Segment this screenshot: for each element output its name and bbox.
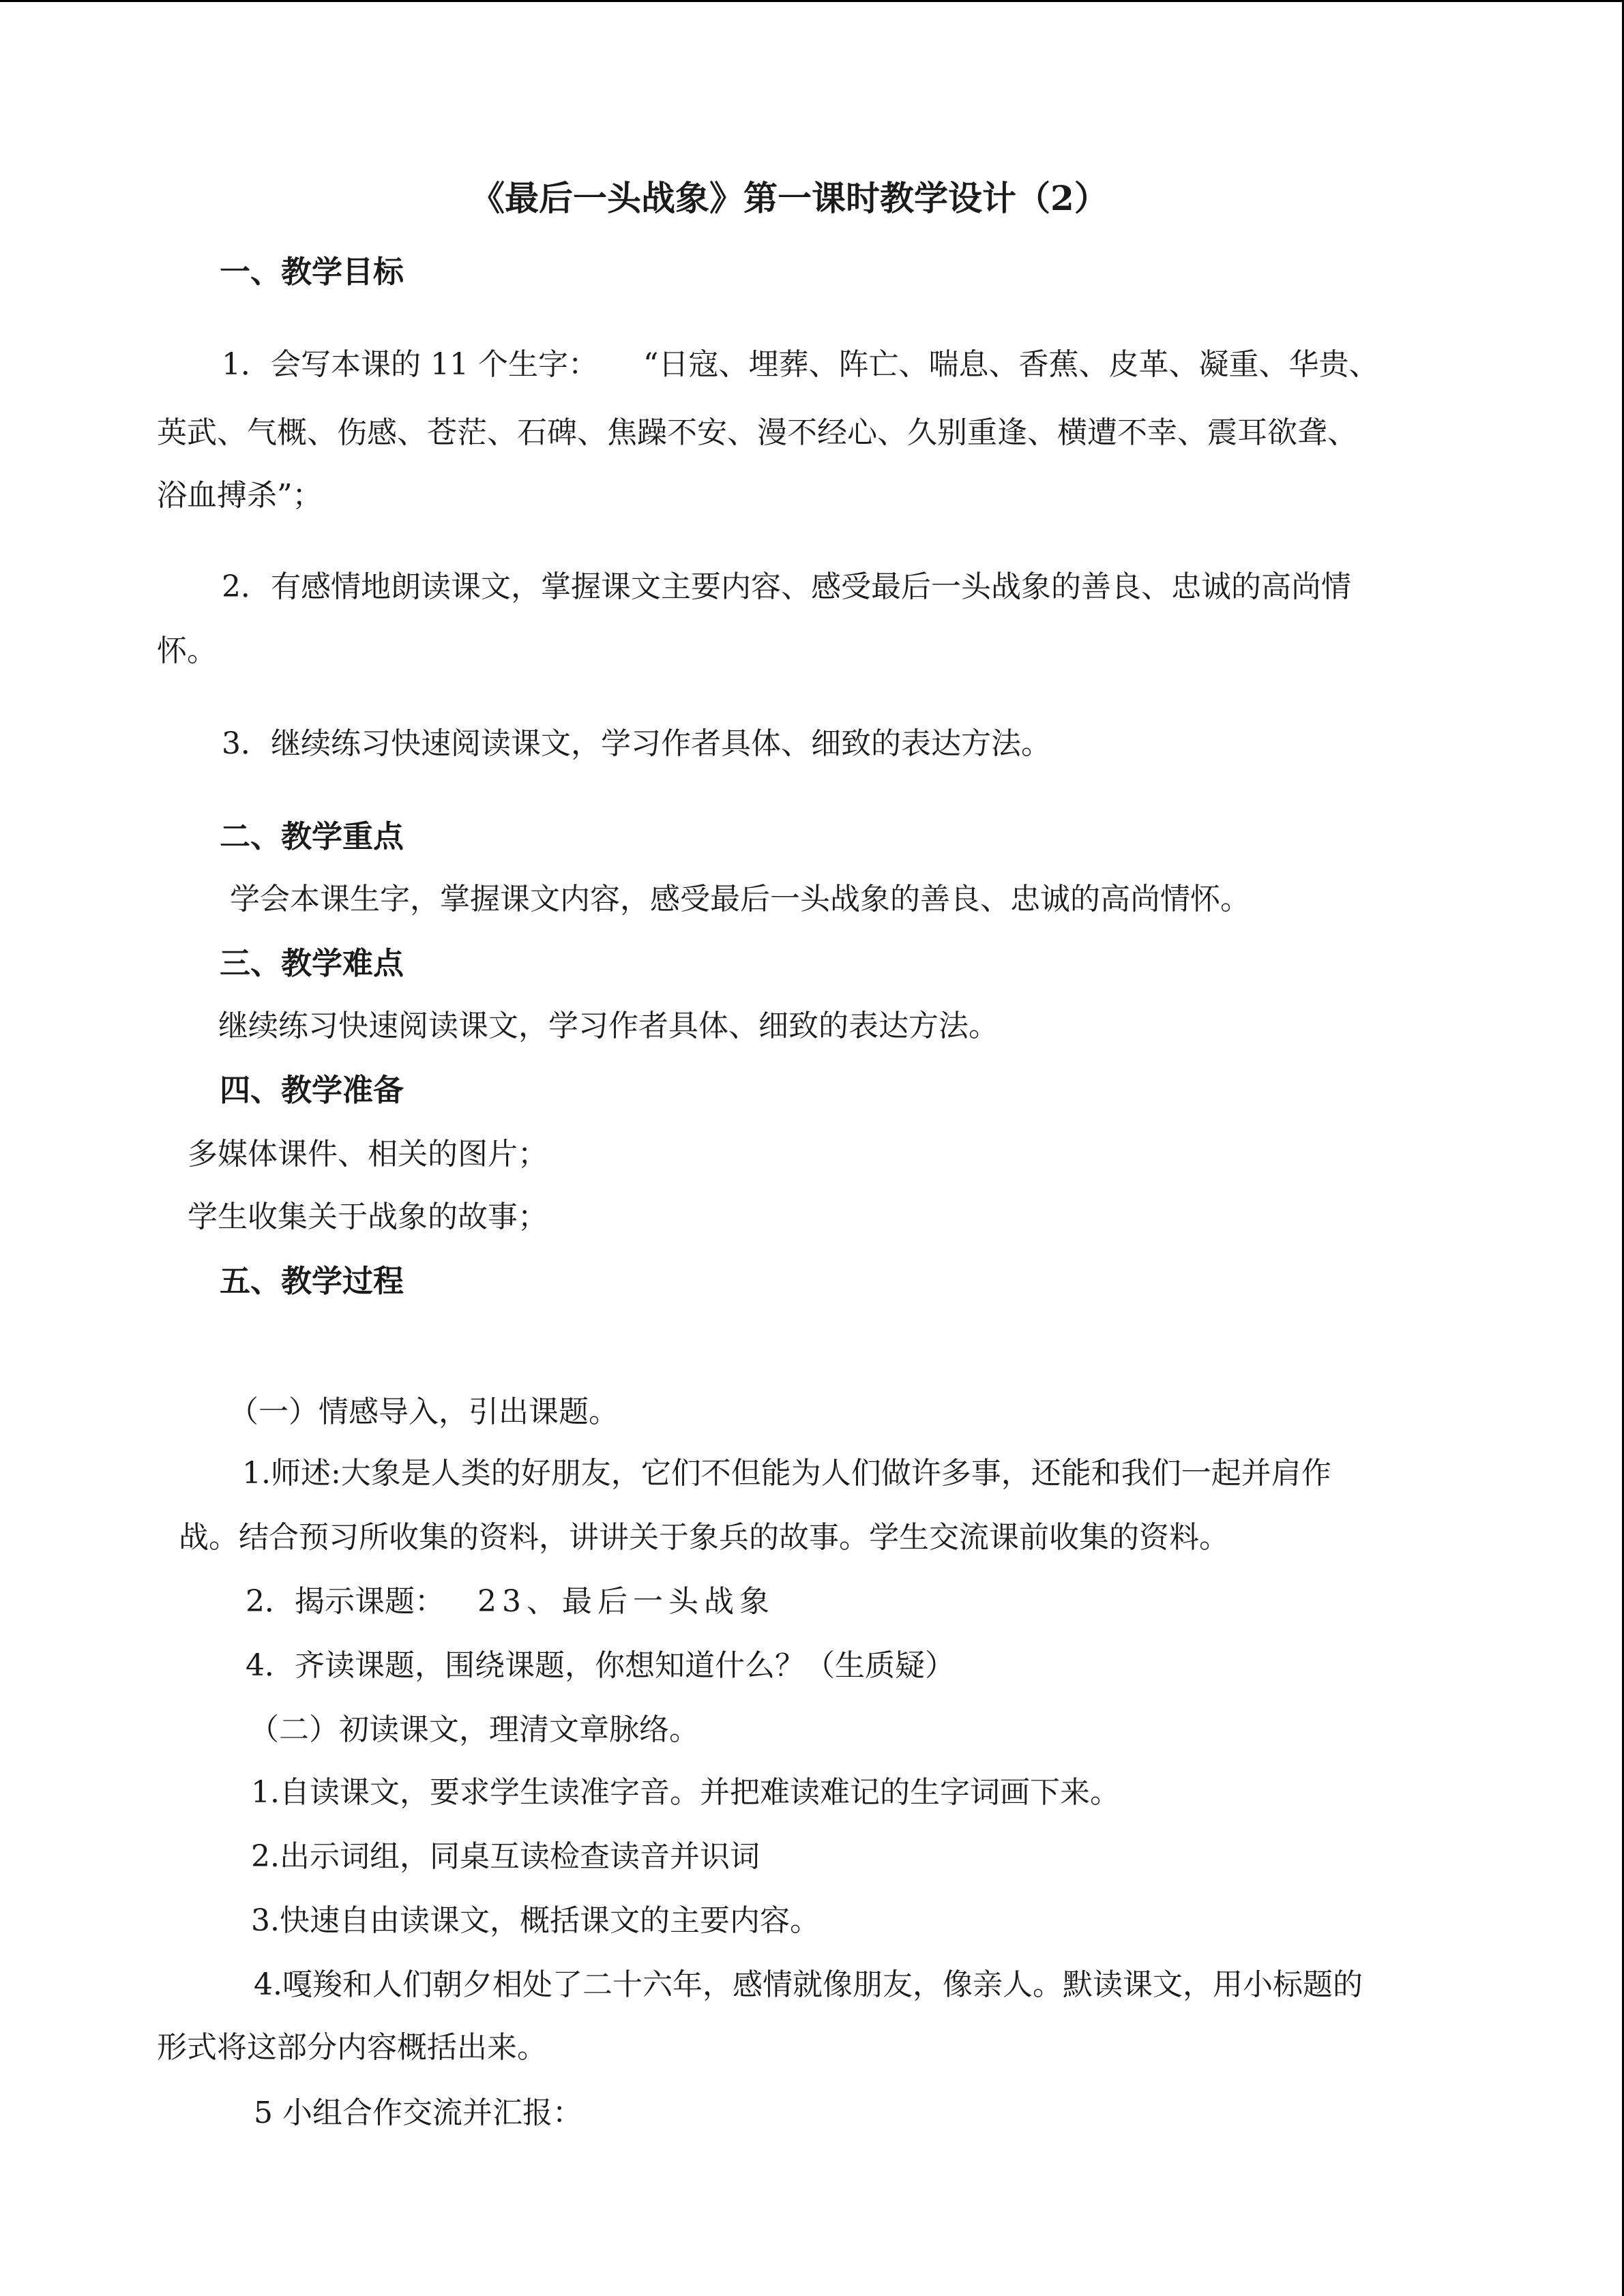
process-part-2-item-4-line-2: 形式将这部分内容概括出来。 [157, 2030, 547, 2065]
goal-item-2-line-2: 怀。 [157, 633, 217, 668]
section-heading-difficulties: 三、教学难点 [220, 945, 404, 981]
page-title: 《最后一头战象》第一课时教学设计（2） [471, 178, 1108, 218]
goal-item-1-line-1: 1．会写本课的 11 个生字： “日寇、埋葬、阵亡、喘息、香蕉、皮革、凝重、华贵、 [222, 347, 1379, 382]
process-part-1-item-2-label: 2．揭示课题： [246, 1584, 445, 1619]
process-part-2-item-4-line-1: 4.嘎羧和人们朝夕相处了二十六年，感情就像朋友，像亲人。默读课文，用小标题的 [254, 1967, 1363, 2002]
key-points-text: 学会本课生字，掌握课文内容，感受最后一头战象的善良、忠诚的高尚情怀。 [230, 882, 1250, 916]
process-part-1-item-4: 4．齐读课题，围绕课题，你想知道什么？（生质疑） [246, 1648, 955, 1683]
process-part-2-item-5: 5 小组合作交流并汇报： [254, 2096, 582, 2130]
section-heading-preparation: 四、教学准备 [220, 1072, 404, 1108]
goal-item-2-line-1: 2．有感情地朗读课文，掌握课文主要内容、感受最后一头战象的善良、忠诚的高尚情 [222, 569, 1351, 604]
process-part-1-item-2-topic: 23、最后一头战象 [477, 1584, 775, 1619]
process-part-2-item-2: 2.出示词组，同桌互读检查读音并识词 [251, 1839, 760, 1874]
process-part-1-heading: （一）情感导入，引出课题。 [228, 1395, 619, 1429]
difficulties-text: 继续练习快速阅读课文，学习作者具体、细致的表达方法。 [218, 1009, 999, 1043]
section-heading-process: 五、教学过程 [220, 1263, 404, 1299]
process-part-2-heading: （二）初读课文，理清文章脉络。 [249, 1712, 699, 1747]
preparation-line-2: 学生收集关于战象的故事； [188, 1199, 548, 1234]
process-part-1-item-1-line-1: 1.师述:大象是人类的好朋友，它们不但能为人们做许多事，还能和我们一起并肩作 [242, 1456, 1331, 1491]
preparation-line-1: 多媒体课件、相关的图片； [188, 1137, 548, 1172]
goal-item-3: 3．继续练习快速阅读课文，学习作者具体、细致的表达方法。 [222, 726, 1051, 761]
goal-item-1-line-3: 浴血搏杀”； [157, 478, 323, 513]
section-heading-key-points: 二、教学重点 [220, 818, 404, 854]
section-heading-goals: 一、教学目标 [220, 254, 404, 290]
process-part-1-item-1-line-2: 战。结合预习所收集的资料，讲讲关于象兵的故事。学生交流课前收集的资料。 [179, 1520, 1229, 1555]
goal-item-1-line-2: 英武、气概、伤感、苍茫、石碑、焦躁不安、漫不经心、久别重逢、横遭不幸、震耳欲聋、 [157, 415, 1357, 450]
process-part-2-item-3: 3.快速自由读课文，概括课文的主要内容。 [251, 1903, 820, 1938]
process-part-2-item-1: 1.自读课文，要求学生读准字音。并把难读难记的生字词画下来。 [251, 1775, 1120, 1810]
